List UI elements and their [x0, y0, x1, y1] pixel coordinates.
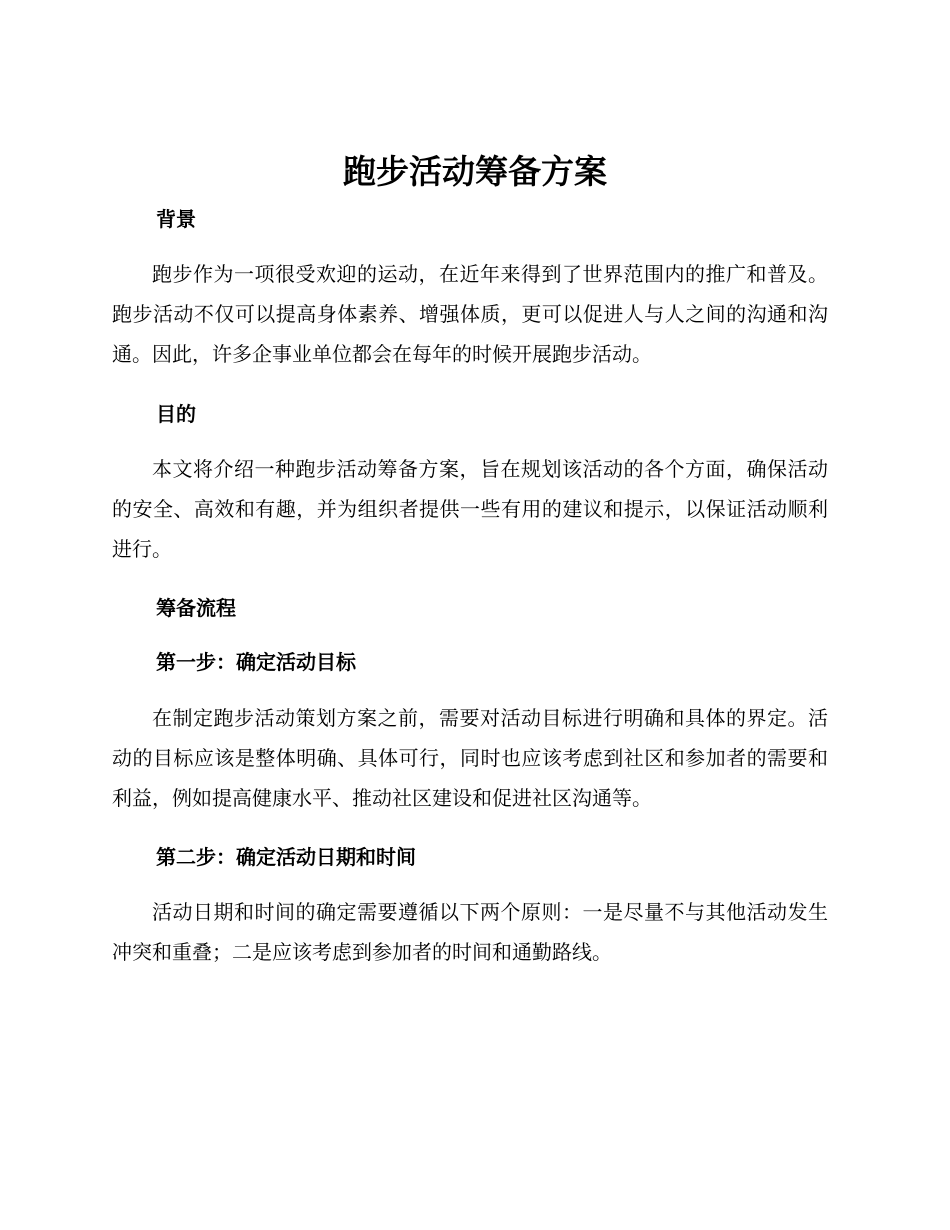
document-title: 跑步活动筹备方案	[343, 152, 607, 191]
section-heading-process: 筹备流程	[156, 596, 236, 620]
section-heading-background: 背景	[156, 207, 196, 231]
section-paragraph-step-two: 活动日期和时间的确定需要遵循以下两个原则：一是尽量不与其他活动发生冲突和重叠；二是应该考虑到参加者的时间和通勤路线。	[112, 900, 828, 964]
section-heading-step-two: 第二步：确定活动日期和时间	[156, 845, 416, 869]
section-paragraph-purpose: 本文将介绍一种跑步活动筹备方案，旨在规划该活动的各个方面，确保活动的安全、高效和有趣，并为组织者提供一些有用的建议和提示，以保证活动顺利进行。	[112, 457, 828, 561]
section-paragraph-background: 跑步作为一项很受欢迎的运动，在近年来得到了世界范围内的推广和普及。跑步活动不仅可以提高身体素养、增强体质，更可以促进人与人之间的沟通和沟通。因此，许多企事业单位都会在每年的时候开展跑步活动。	[112, 262, 828, 366]
section-heading-step-one: 第一步：确定活动目标	[156, 650, 356, 674]
section-paragraph-step-one: 在制定跑步活动策划方案之前，需要对活动目标进行明确和具体的界定。活动的目标应该是整体明确、具体可行，同时也应该考虑到社区和参加者的需要和利益，例如提高健康水平、推动社区建设和促进社区沟通等。	[112, 706, 828, 810]
section-heading-purpose: 目的	[156, 402, 196, 426]
